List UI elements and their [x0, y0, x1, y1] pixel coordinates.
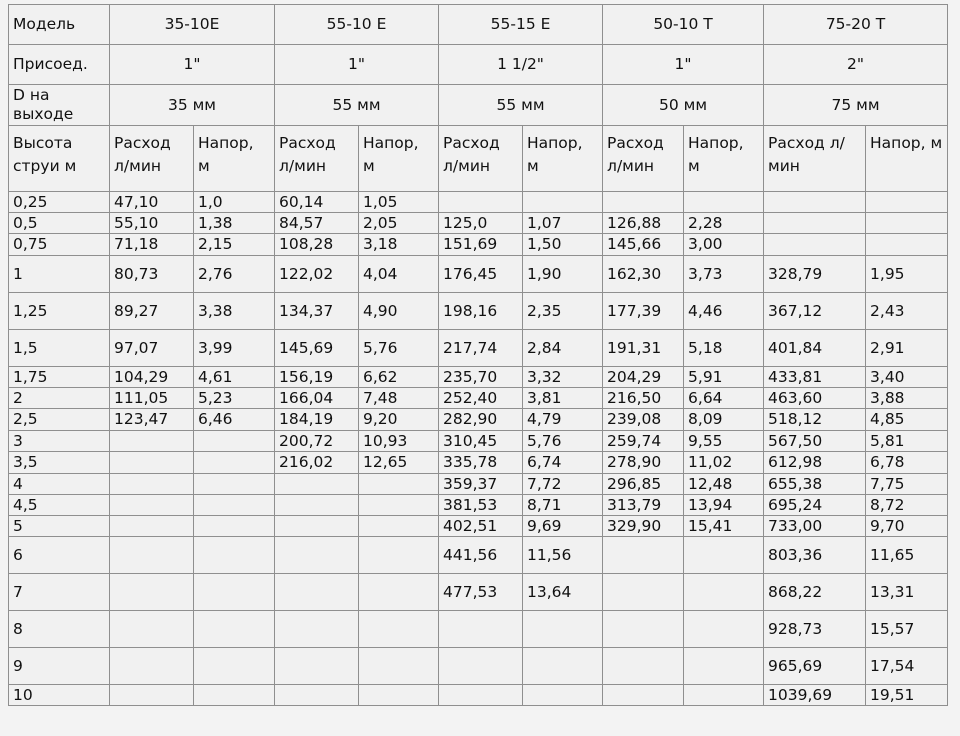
pressure-label: Напор, м: [523, 126, 603, 192]
connection-row: [9, 45, 948, 85]
flow-cell: 965,69: [764, 648, 866, 685]
pressure-cell: 6,62: [359, 367, 439, 388]
pressure-cell: 11,56: [523, 537, 603, 574]
height-cell: 1: [9, 256, 110, 293]
pressure-cell: 2,05: [359, 213, 439, 234]
flow-cell: 166,04: [275, 388, 359, 409]
flow-cell: 518,12: [764, 409, 866, 431]
flow-label: Расход л/мин: [764, 126, 866, 192]
pressure-cell: [359, 685, 439, 706]
flow-cell: [110, 537, 194, 574]
flow-cell: 80,73: [110, 256, 194, 293]
connection-label: Присоед.: [9, 45, 110, 85]
model-label: Модель: [9, 5, 110, 45]
height-cell: 5: [9, 516, 110, 537]
flow-cell: 239,08: [603, 409, 684, 431]
flow-cell: 122,02: [275, 256, 359, 293]
pressure-cell: [866, 192, 948, 213]
flow-cell: 84,57: [275, 213, 359, 234]
flow-cell: [275, 474, 359, 495]
table-row: [9, 611, 948, 648]
outlet-cell: 35 мм: [110, 85, 275, 126]
flow-cell: 612,98: [764, 452, 866, 474]
flow-cell: 108,28: [275, 234, 359, 256]
flow-cell: 200,72: [275, 431, 359, 452]
model-cell: 55-10 E: [275, 5, 439, 45]
model-cell: 75-20 T: [764, 5, 948, 45]
table-row: [9, 192, 948, 213]
pressure-cell: 2,35: [523, 293, 603, 330]
pressure-cell: 5,76: [359, 330, 439, 367]
pressure-cell: [523, 685, 603, 706]
pressure-label: Напор, м: [684, 126, 764, 192]
flow-cell: 441,56: [439, 537, 523, 574]
outlet-row: [9, 85, 948, 126]
flow-cell: 125,0: [439, 213, 523, 234]
pressure-cell: 10,93: [359, 431, 439, 452]
pressure-cell: 7,75: [866, 474, 948, 495]
pressure-cell: [866, 213, 948, 234]
flow-label: Расход л/мин: [603, 126, 684, 192]
flow-cell: 381,53: [439, 495, 523, 516]
flow-cell: 259,74: [603, 431, 684, 452]
spec-table: [8, 4, 948, 706]
table-row: [9, 516, 948, 537]
pressure-cell: 1,07: [523, 213, 603, 234]
pressure-cell: 3,18: [359, 234, 439, 256]
pressure-cell: 4,61: [194, 367, 275, 388]
pressure-cell: [684, 611, 764, 648]
table-row: [9, 256, 948, 293]
pressure-cell: 11,02: [684, 452, 764, 474]
pressure-cell: 3,00: [684, 234, 764, 256]
flow-label: Расход л/мин: [110, 126, 194, 192]
pressure-cell: 5,76: [523, 431, 603, 452]
pressure-cell: 9,55: [684, 431, 764, 452]
connection-cell: 1 1/2": [439, 45, 603, 85]
pressure-cell: [359, 574, 439, 611]
flow-cell: 217,74: [439, 330, 523, 367]
pressure-cell: [684, 537, 764, 574]
table-row: [9, 293, 948, 330]
pressure-cell: 6,74: [523, 452, 603, 474]
table-row: [9, 388, 948, 409]
table-row: [9, 409, 948, 431]
pressure-cell: 5,91: [684, 367, 764, 388]
flow-cell: 278,90: [603, 452, 684, 474]
table-row: [9, 648, 948, 685]
flow-cell: [110, 611, 194, 648]
pressure-cell: 2,28: [684, 213, 764, 234]
pressure-cell: 12,65: [359, 452, 439, 474]
pressure-cell: 2,15: [194, 234, 275, 256]
pressure-cell: 3,81: [523, 388, 603, 409]
pressure-cell: [194, 516, 275, 537]
pressure-cell: 5,81: [866, 431, 948, 452]
flow-cell: [275, 685, 359, 706]
flow-cell: 60,14: [275, 192, 359, 213]
flow-cell: 191,31: [603, 330, 684, 367]
outlet-cell: 50 мм: [603, 85, 764, 126]
flow-cell: 328,79: [764, 256, 866, 293]
flow-cell: 252,40: [439, 388, 523, 409]
flow-cell: 335,78: [439, 452, 523, 474]
flow-cell: [110, 685, 194, 706]
flow-cell: 176,45: [439, 256, 523, 293]
flow-cell: 145,69: [275, 330, 359, 367]
pressure-cell: 1,05: [359, 192, 439, 213]
pressure-cell: [359, 537, 439, 574]
pressure-cell: [684, 574, 764, 611]
flow-cell: 296,85: [603, 474, 684, 495]
pressure-cell: [194, 685, 275, 706]
flow-label: Расход л/мин: [439, 126, 523, 192]
flow-cell: 123,47: [110, 409, 194, 431]
pressure-cell: 7,48: [359, 388, 439, 409]
flow-cell: [764, 213, 866, 234]
pressure-cell: [194, 474, 275, 495]
pressure-cell: [523, 192, 603, 213]
outlet-label: D на выходе: [9, 85, 110, 126]
flow-cell: 868,22: [764, 574, 866, 611]
flow-cell: 803,36: [764, 537, 866, 574]
connection-cell: 1": [110, 45, 275, 85]
pressure-cell: [194, 431, 275, 452]
flow-cell: [603, 192, 684, 213]
pressure-cell: 1,90: [523, 256, 603, 293]
height-cell: 0,25: [9, 192, 110, 213]
table-row: [9, 213, 948, 234]
table-row: [9, 330, 948, 367]
pressure-cell: 5,18: [684, 330, 764, 367]
flow-label: Расход л/мин: [275, 126, 359, 192]
pressure-cell: 6,64: [684, 388, 764, 409]
flow-cell: 145,66: [603, 234, 684, 256]
pressure-cell: [523, 611, 603, 648]
flow-cell: [764, 192, 866, 213]
pressure-cell: [866, 234, 948, 256]
table-row: [9, 367, 948, 388]
pressure-cell: [359, 648, 439, 685]
pressure-cell: [359, 611, 439, 648]
flow-cell: 310,45: [439, 431, 523, 452]
table-row: [9, 431, 948, 452]
pressure-cell: [194, 537, 275, 574]
height-cell: 2,5: [9, 409, 110, 431]
pressure-cell: [359, 516, 439, 537]
flow-cell: 695,24: [764, 495, 866, 516]
flow-cell: 89,27: [110, 293, 194, 330]
flow-cell: 97,07: [110, 330, 194, 367]
outlet-cell: 55 мм: [439, 85, 603, 126]
flow-cell: 162,30: [603, 256, 684, 293]
table-row: [9, 685, 948, 706]
flow-cell: 111,05: [110, 388, 194, 409]
pressure-cell: [684, 192, 764, 213]
flow-cell: [110, 574, 194, 611]
flow-cell: [603, 685, 684, 706]
pressure-cell: 3,32: [523, 367, 603, 388]
pressure-cell: 8,72: [866, 495, 948, 516]
height-cell: 0,5: [9, 213, 110, 234]
pressure-cell: 4,90: [359, 293, 439, 330]
flow-cell: 655,38: [764, 474, 866, 495]
height-cell: 9: [9, 648, 110, 685]
flow-cell: [603, 648, 684, 685]
pressure-cell: 13,31: [866, 574, 948, 611]
flow-cell: 567,50: [764, 431, 866, 452]
flow-cell: 433,81: [764, 367, 866, 388]
flow-cell: [439, 192, 523, 213]
flow-cell: [439, 648, 523, 685]
flow-cell: 104,29: [110, 367, 194, 388]
pressure-cell: 19,51: [866, 685, 948, 706]
pressure-cell: 6,46: [194, 409, 275, 431]
pressure-cell: 4,46: [684, 293, 764, 330]
flow-cell: [439, 685, 523, 706]
pressure-cell: 3,73: [684, 256, 764, 293]
flow-cell: 177,39: [603, 293, 684, 330]
flow-cell: [603, 537, 684, 574]
pressure-cell: 4,04: [359, 256, 439, 293]
pressure-label: Напор, м: [359, 126, 439, 192]
pressure-cell: 7,72: [523, 474, 603, 495]
pressure-cell: 5,23: [194, 388, 275, 409]
flow-cell: 1039,69: [764, 685, 866, 706]
height-cell: 10: [9, 685, 110, 706]
pressure-cell: [684, 685, 764, 706]
pressure-cell: [523, 648, 603, 685]
flow-cell: 463,60: [764, 388, 866, 409]
flow-cell: [110, 474, 194, 495]
pressure-cell: 1,38: [194, 213, 275, 234]
flow-cell: 55,10: [110, 213, 194, 234]
pressure-cell: [194, 611, 275, 648]
flow-cell: [603, 574, 684, 611]
flow-cell: 928,73: [764, 611, 866, 648]
pressure-cell: 15,41: [684, 516, 764, 537]
flow-cell: 477,53: [439, 574, 523, 611]
pressure-cell: 3,38: [194, 293, 275, 330]
pressure-cell: 9,69: [523, 516, 603, 537]
pressure-cell: 17,54: [866, 648, 948, 685]
model-cell: 50-10 T: [603, 5, 764, 45]
height-cell: 0,75: [9, 234, 110, 256]
pressure-cell: [684, 648, 764, 685]
flow-cell: [110, 431, 194, 452]
flow-cell: [275, 611, 359, 648]
flow-cell: 204,29: [603, 367, 684, 388]
pressure-cell: 8,09: [684, 409, 764, 431]
height-cell: 1,25: [9, 293, 110, 330]
flow-cell: [275, 648, 359, 685]
flow-cell: [110, 516, 194, 537]
pressure-cell: 1,50: [523, 234, 603, 256]
pressure-cell: 15,57: [866, 611, 948, 648]
flow-cell: [439, 611, 523, 648]
flow-cell: 402,51: [439, 516, 523, 537]
pressure-cell: 4,79: [523, 409, 603, 431]
flow-cell: [275, 495, 359, 516]
flow-cell: [275, 516, 359, 537]
flow-cell: 216,50: [603, 388, 684, 409]
model-row: [9, 5, 948, 45]
pressure-cell: 9,20: [359, 409, 439, 431]
flow-cell: 198,16: [439, 293, 523, 330]
pressure-cell: 1,0: [194, 192, 275, 213]
pressure-cell: 3,40: [866, 367, 948, 388]
height-cell: 7: [9, 574, 110, 611]
pressure-cell: 1,95: [866, 256, 948, 293]
pressure-cell: [359, 495, 439, 516]
connection-cell: 1": [275, 45, 439, 85]
height-cell: 8: [9, 611, 110, 648]
pressure-cell: 13,64: [523, 574, 603, 611]
height-cell: 3,5: [9, 452, 110, 474]
outlet-cell: 75 мм: [764, 85, 948, 126]
height-cell: 1,75: [9, 367, 110, 388]
pressure-label: Напор, м: [194, 126, 275, 192]
pressure-cell: [194, 574, 275, 611]
height-cell: 1,5: [9, 330, 110, 367]
height-label: Высота струи м: [9, 126, 110, 192]
table-row: [9, 495, 948, 516]
table-row: [9, 574, 948, 611]
height-cell: 4: [9, 474, 110, 495]
subheader-row: [9, 126, 948, 192]
flow-cell: [764, 234, 866, 256]
flow-cell: 401,84: [764, 330, 866, 367]
model-cell: 55-15 E: [439, 5, 603, 45]
pressure-cell: 6,78: [866, 452, 948, 474]
flow-cell: 235,70: [439, 367, 523, 388]
flow-cell: 126,88: [603, 213, 684, 234]
table-row: [9, 474, 948, 495]
table-row: [9, 234, 948, 256]
flow-cell: 313,79: [603, 495, 684, 516]
height-cell: 6: [9, 537, 110, 574]
pressure-cell: 4,85: [866, 409, 948, 431]
pressure-label: Напор, м: [866, 126, 948, 192]
pressure-cell: 2,91: [866, 330, 948, 367]
height-cell: 4,5: [9, 495, 110, 516]
flow-cell: 329,90: [603, 516, 684, 537]
pressure-cell: 2,76: [194, 256, 275, 293]
pressure-cell: 9,70: [866, 516, 948, 537]
pressure-cell: 12,48: [684, 474, 764, 495]
flow-cell: 359,37: [439, 474, 523, 495]
pressure-cell: 2,43: [866, 293, 948, 330]
flow-cell: [603, 611, 684, 648]
pressure-cell: 3,88: [866, 388, 948, 409]
flow-cell: [275, 537, 359, 574]
pressure-cell: [194, 495, 275, 516]
flow-cell: 733,00: [764, 516, 866, 537]
flow-cell: 367,12: [764, 293, 866, 330]
flow-cell: [110, 648, 194, 685]
flow-cell: 156,19: [275, 367, 359, 388]
model-cell: 35-10E: [110, 5, 275, 45]
flow-cell: 216,02: [275, 452, 359, 474]
height-cell: 3: [9, 431, 110, 452]
flow-cell: [110, 452, 194, 474]
pressure-cell: [194, 648, 275, 685]
flow-cell: 184,19: [275, 409, 359, 431]
table-row: [9, 452, 948, 474]
flow-cell: 71,18: [110, 234, 194, 256]
flow-cell: 134,37: [275, 293, 359, 330]
flow-cell: [275, 574, 359, 611]
pressure-cell: 11,65: [866, 537, 948, 574]
pressure-cell: 8,71: [523, 495, 603, 516]
table-row: [9, 537, 948, 574]
pressure-cell: [359, 474, 439, 495]
pressure-cell: 13,94: [684, 495, 764, 516]
pressure-cell: 2,84: [523, 330, 603, 367]
flow-cell: 282,90: [439, 409, 523, 431]
flow-cell: 47,10: [110, 192, 194, 213]
flow-cell: 151,69: [439, 234, 523, 256]
connection-cell: 2": [764, 45, 948, 85]
pressure-cell: 3,99: [194, 330, 275, 367]
flow-cell: [110, 495, 194, 516]
pressure-cell: [194, 452, 275, 474]
outlet-cell: 55 мм: [275, 85, 439, 126]
height-cell: 2: [9, 388, 110, 409]
connection-cell: 1": [603, 45, 764, 85]
